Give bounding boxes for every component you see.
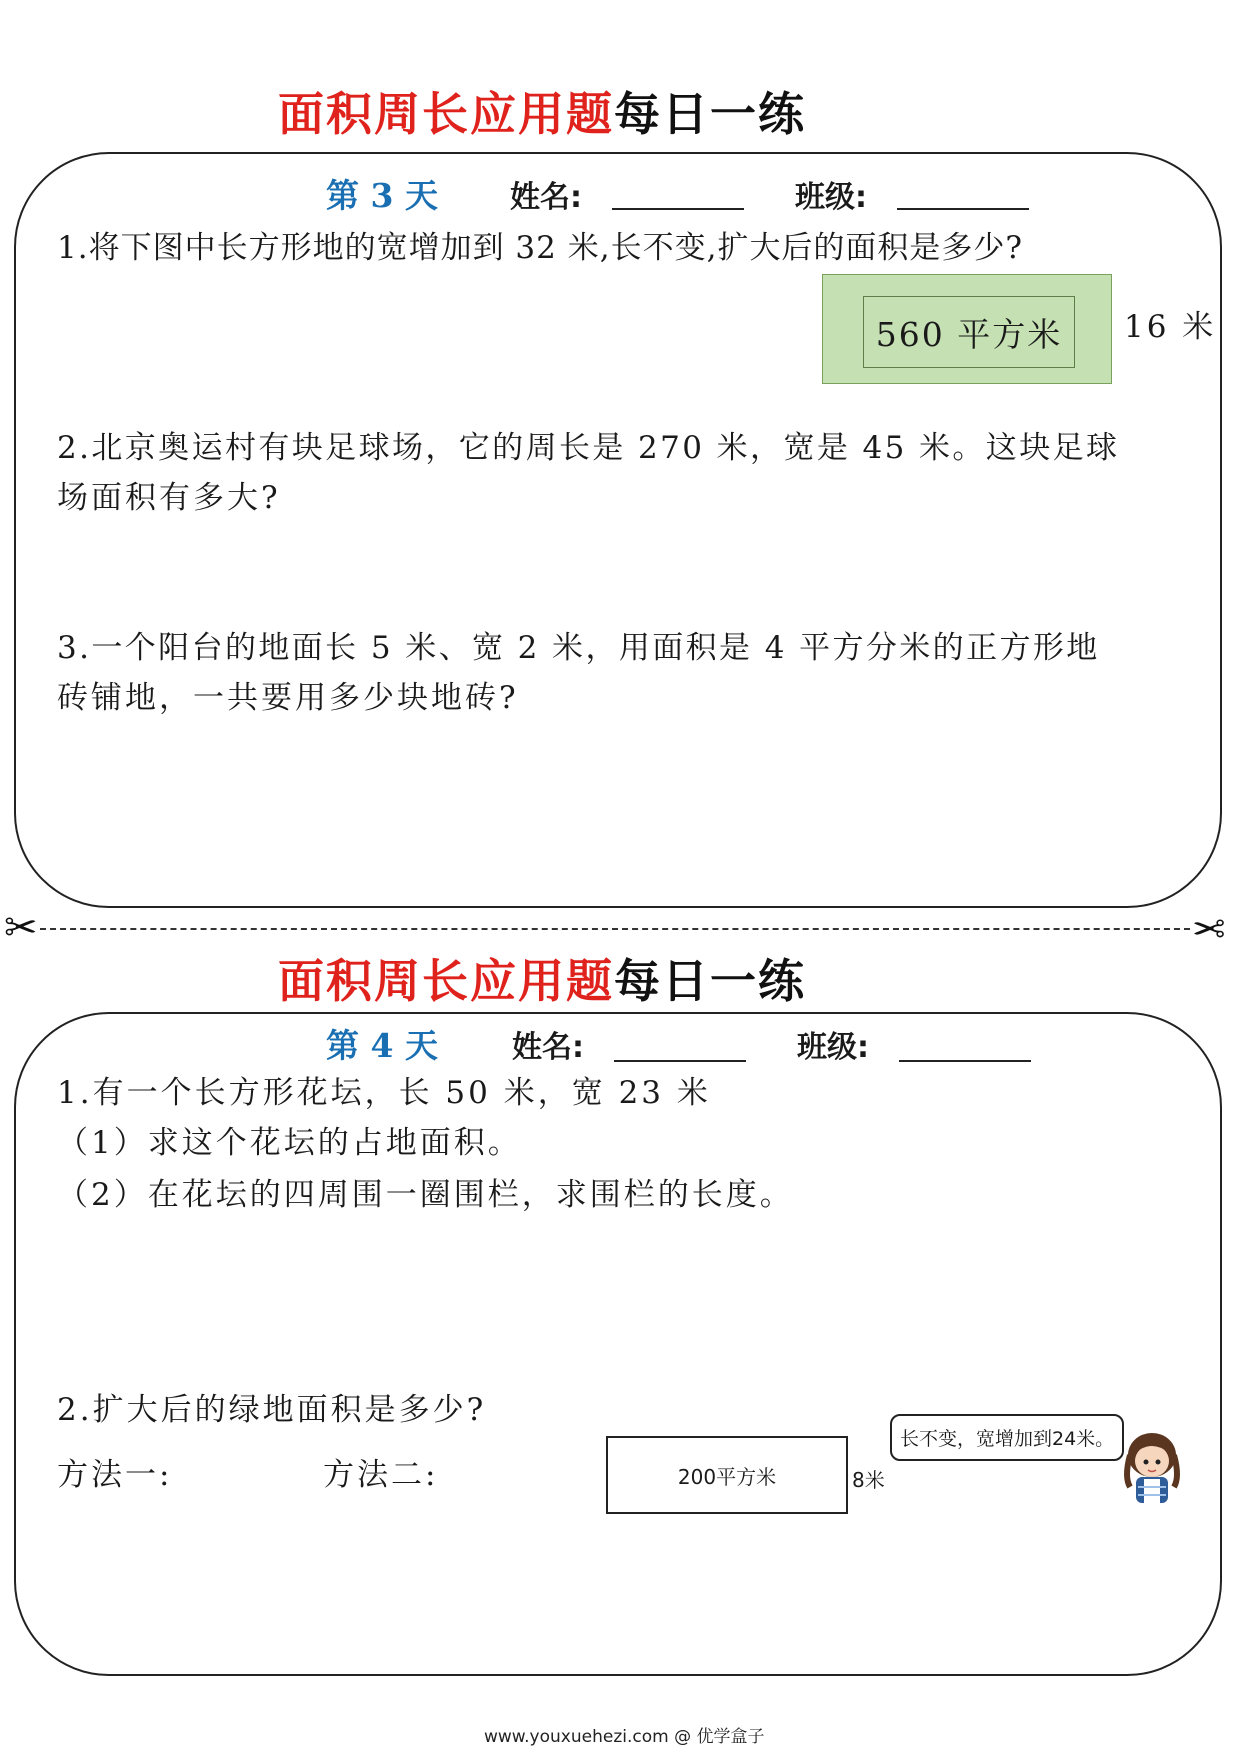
sheet2-class-blank[interactable] bbox=[899, 1058, 1031, 1062]
sheet1-question-2-line1: 2.北京奥运村有块足球场，它的周长是 270 米，宽是 45 米。这块足球 bbox=[57, 430, 1120, 466]
sheet2-question-1-line1: 1.有一个长方形花坛，长 50 米，宽 23 米 bbox=[57, 1075, 711, 1111]
sheet1-title bbox=[278, 78, 806, 144]
sheet1-question-1: 1.将下图中长方形地的宽增加到 32 米,长不变,扩大后的面积是多少? bbox=[57, 230, 1024, 266]
girl-avatar bbox=[1116, 1425, 1188, 1505]
sheet1-area-label: 560 平方米 bbox=[863, 296, 1075, 368]
sheet1-day: 第 3 天 bbox=[326, 176, 438, 215]
footer-watermark: www.youxuehezi.com @ 优学盒子 bbox=[484, 1727, 765, 1747]
sheet1-class-label: 班级: bbox=[795, 180, 867, 215]
sheet2-method-1: 方法一: bbox=[57, 1457, 173, 1493]
sheet2-title-red: 面积周长应用题 bbox=[278, 954, 614, 1008]
sheet2-title-black: 每日一练 bbox=[614, 954, 806, 1008]
sheet1-name-blank[interactable] bbox=[612, 206, 744, 210]
sheet2-question-1-part2: （2）在花坛的四周围一圈围栏，求围栏的长度。 bbox=[57, 1177, 794, 1213]
scissors-left-icon: ✂ bbox=[4, 905, 38, 951]
sheet2-question-1-part1: （1）求这个花坛的占地面积。 bbox=[57, 1125, 522, 1161]
sheet2-rectangle: 200平方米 bbox=[606, 1436, 848, 1514]
sheet2-question-2: 2.扩大后的绿地面积是多少? bbox=[57, 1392, 487, 1428]
sheet1-question-3-line2: 砖铺地，一共要用多少块地砖? bbox=[57, 680, 519, 716]
sheet1-class-blank[interactable] bbox=[897, 206, 1029, 210]
cut-line bbox=[40, 928, 1190, 930]
sheet2-class-label: 班级: bbox=[797, 1030, 869, 1065]
sheet1-side-label: 16 米 bbox=[1124, 309, 1217, 345]
sheet1-name-label: 姓名: bbox=[510, 180, 582, 215]
sheet2-side-label: 8米 bbox=[852, 1468, 885, 1492]
sheet1-title-red: 面积周长应用题 bbox=[278, 87, 614, 141]
sheet2-name-label: 姓名: bbox=[512, 1030, 584, 1065]
sheet1-question-2-line2: 场面积有多大? bbox=[57, 480, 281, 516]
sheet2-name-blank[interactable] bbox=[614, 1058, 746, 1062]
sheet2-method-2: 方法二: bbox=[323, 1457, 439, 1493]
sheet2-title bbox=[278, 945, 806, 1011]
speech-bubble: 长不变，宽增加到24米。 bbox=[890, 1414, 1124, 1461]
sheet1-title-black: 每日一练 bbox=[614, 87, 806, 141]
sheet2-day: 第 4 天 bbox=[326, 1026, 438, 1065]
scissors-right-icon: ✂ bbox=[1192, 907, 1226, 953]
sheet1-question-3-line1: 3.一个阳台的地面长 5 米、宽 2 米，用面积是 4 平方分米的正方形地 bbox=[57, 630, 1100, 666]
